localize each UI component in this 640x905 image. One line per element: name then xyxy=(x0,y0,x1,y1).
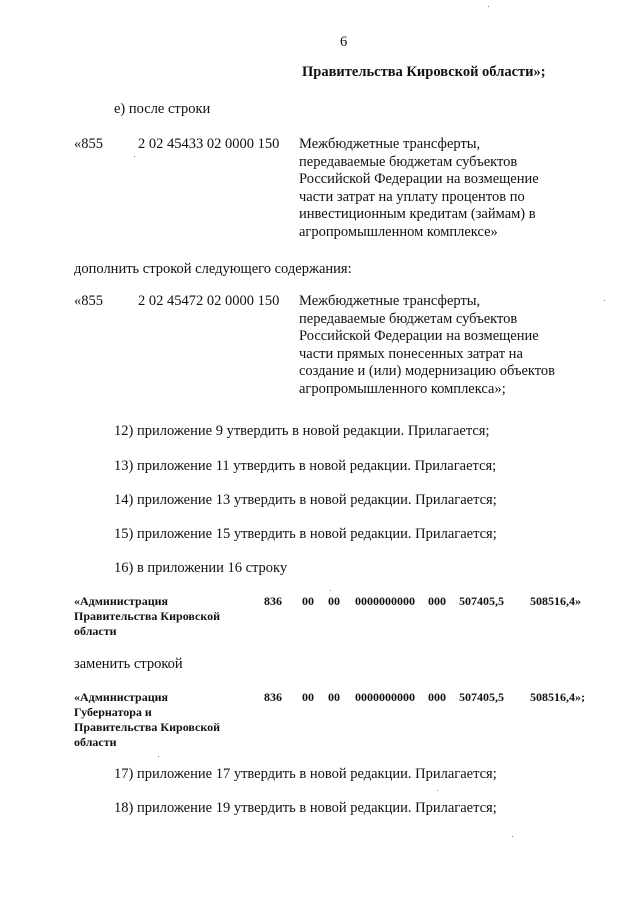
scan-speck xyxy=(488,6,489,7)
item-13: 13) приложение 11 утвердить в новой редакции. Прилагается; xyxy=(114,458,497,474)
row2-description-line: части прямых понесенных затрат на xyxy=(299,345,523,362)
item-18: 18) приложение 19 утвердить в новой редакции. Прилагается; xyxy=(114,800,497,816)
new-row-name-line: Правительства Кировской xyxy=(74,720,221,734)
supplement-text: дополнить строкой следующего содержания: xyxy=(74,261,352,277)
page-number: 6 xyxy=(340,34,348,50)
row2-description-line: агропромышленного комплекса»; xyxy=(299,380,506,397)
new-row-name-line: области xyxy=(74,735,117,749)
row2-code-prefix: «855 xyxy=(74,293,103,309)
row2-description-line: Межбюджетные трансферты, xyxy=(299,293,481,309)
scan-speck xyxy=(604,300,605,301)
row1-description-line: передаваемые бюджетам субъектов xyxy=(299,153,518,170)
scan-speck xyxy=(330,590,331,591)
old-row-c3: 0000000000 xyxy=(355,594,415,608)
old-row-name-line: «Администрация xyxy=(74,594,169,608)
row2-description xyxy=(299,293,555,399)
row2-kbk: 2 02 45472 02 0000 150 xyxy=(138,293,280,309)
item-14: 14) приложение 13 утвердить в новой редакции. Прилагается; xyxy=(114,492,497,508)
row1-description xyxy=(299,136,539,242)
scan-speck xyxy=(512,836,513,837)
new-row-name xyxy=(74,690,220,750)
new-row-v2: 508516,4»; xyxy=(530,690,585,704)
old-row-c2: 00 xyxy=(328,594,340,608)
item-16: 16) в приложении 16 строку xyxy=(114,560,288,576)
old-row-code: 836 xyxy=(264,594,282,608)
new-row-c1: 00 xyxy=(302,690,314,704)
old-row-v1: 507405,5 xyxy=(459,594,504,608)
row1-description-line: части затрат на уплату процентов по xyxy=(299,188,525,205)
row1-kbk: 2 02 45433 02 0000 150 xyxy=(138,136,280,152)
item-e-text: е) после строки xyxy=(114,101,211,117)
new-row-code: 836 xyxy=(264,690,282,704)
row2-description-line: создание и (или) модернизацию объектов xyxy=(299,363,555,380)
row1-code-prefix: «855 xyxy=(74,136,103,152)
row1-description-line: инвестиционным кредитам (займам) в xyxy=(299,206,536,223)
item-12: 12) приложение 9 утвердить в новой редакции. Прилагается; xyxy=(114,423,490,439)
row1-description-line: агропромышленном комплексе» xyxy=(299,223,498,240)
scan-speck xyxy=(134,156,135,157)
replace-text: заменить строкой xyxy=(74,656,183,672)
new-row-name-line: Губернатора и xyxy=(74,705,152,719)
old-row-name-line: Правительства Кировской xyxy=(74,609,221,623)
new-row-v1: 507405,5 xyxy=(459,690,504,704)
row1-description-line: Российской Федерации на возмещение xyxy=(299,171,539,188)
old-row-name xyxy=(74,594,220,639)
new-row-c2: 00 xyxy=(328,690,340,704)
new-row-name-line: «Администрация xyxy=(74,690,169,704)
scan-speck xyxy=(158,756,159,757)
old-row-v2: 508516,4» xyxy=(530,594,581,608)
old-row-c4: 000 xyxy=(428,594,446,608)
new-row-c3: 0000000000 xyxy=(355,690,415,704)
item-17: 17) приложение 17 утвердить в новой редакции. Прилагается; xyxy=(114,766,497,782)
item-15: 15) приложение 15 утвердить в новой редакции. Прилагается; xyxy=(114,526,497,542)
new-row-c4: 000 xyxy=(428,690,446,704)
row1-description-line: Межбюджетные трансферты, xyxy=(299,136,481,152)
row2-description-line: Российской Федерации на возмещение xyxy=(299,328,539,345)
old-row-name-line: области xyxy=(74,624,117,638)
row2-description-line: передаваемые бюджетам субъектов xyxy=(299,310,518,327)
header-fragment: Правительства Кировской области»; xyxy=(302,64,546,80)
old-row-c1: 00 xyxy=(302,594,314,608)
scan-speck xyxy=(437,790,438,791)
